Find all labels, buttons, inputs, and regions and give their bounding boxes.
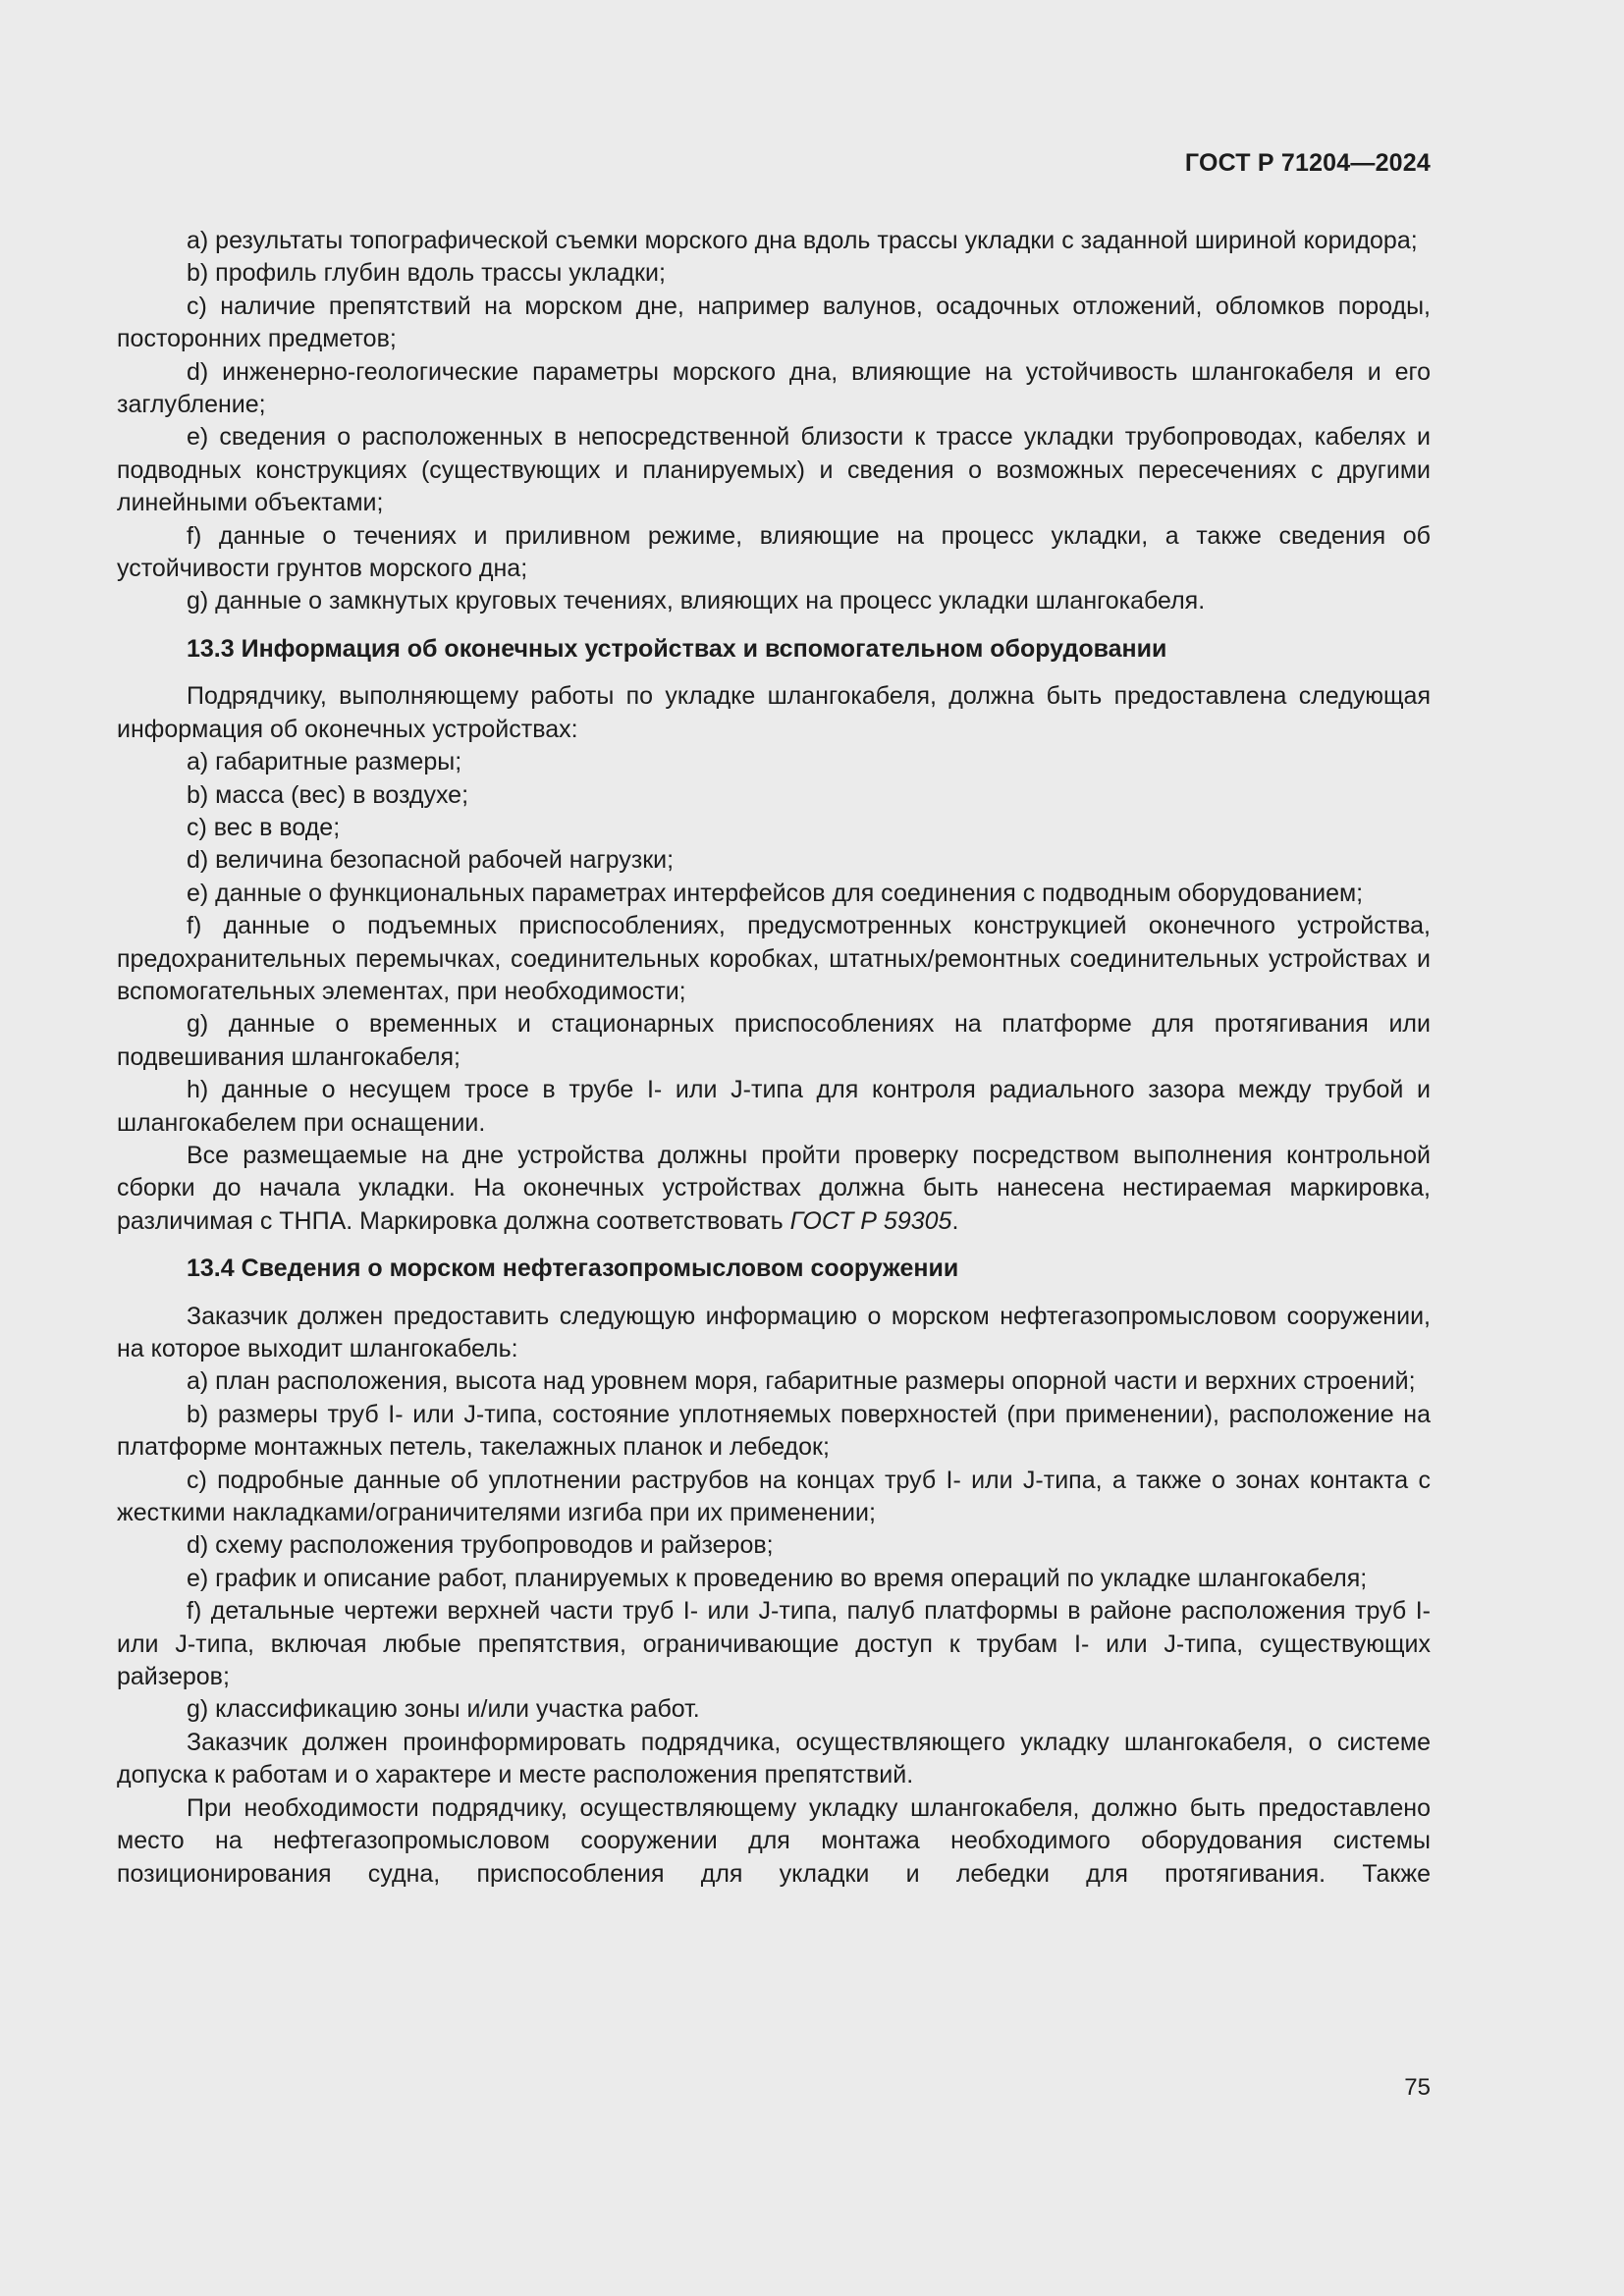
list-item: е) данные о функциональных параметрах интерфейсов для соединения с подводным оборудованием; bbox=[187, 879, 1364, 907]
list-item: d) величина безопасной рабочей нагрузки; bbox=[187, 846, 675, 875]
document-body bbox=[117, 225, 1431, 1891]
list-item: g) классификацию зоны и/или участка работ. bbox=[187, 1695, 700, 1724]
list-item: a) результаты топографической съемки морского дна вдоль трассы укладки с заданной шириной коридора; bbox=[187, 227, 1418, 254]
list-item: g) данные о временных и стационарных приспособлениях на платформе для протягивания или подвешивания шлангокабеля; bbox=[117, 1010, 1431, 1071]
section-heading: 13.3 Информация об оконечных устройствах и вспомогательном оборудовании bbox=[187, 634, 1167, 663]
paragraph: При необходимости подрядчику, осуществляющему укладку шлангокабеля, должно быть предоставлено место на нефтегазопромысловом сооружении для монтажа необходимого оборудования системы позиционирования судна, приспособления для укладки и лебедки для протягивания. Также bbox=[117, 1793, 1431, 1888]
list-item: b) масса (вес) в воздухе; bbox=[187, 780, 469, 809]
list-item: е) сведения о расположенных в непосредственной близости к трассе укладки трубопроводах, кабелях и подводных конструкциях (существующих и планируемых) и сведения о возможных пересечениях с другими линейными объектами; bbox=[117, 423, 1431, 517]
section-intro: Заказчик должен предоставить следующую информацию о морском нефтегазопромысловом сооружении, на которое выходит шлангокабель: bbox=[117, 1302, 1431, 1362]
paragraph: Заказчик должен проинформировать подрядчика, осуществляющего укладку шлангокабеля, о системе допуска к работам и о характере и месте расположения препятствий. bbox=[117, 1728, 1431, 1789]
list-item: с) наличие препятствий на морском дне, например валунов, осадочных отложений, обломков породы, посторонних предметов; bbox=[117, 292, 1431, 353]
list-item: h) данные о несущем тросе в трубе I- или J-типа для контроля радиального зазора между трубой и шлангокабелем при оснащении. bbox=[117, 1076, 1431, 1137]
paragraph-end: . bbox=[951, 1206, 959, 1235]
page-number: 75 bbox=[1404, 2074, 1431, 2101]
list-item: а) габаритные размеры; bbox=[187, 748, 462, 776]
list-item: а) план расположения, высота над уровнем моря, габаритные размеры опорной части и верхних строений; bbox=[187, 1367, 1416, 1396]
paragraph bbox=[117, 1140, 1431, 1238]
document-header: ГОСТ Р 71204—2024 bbox=[1184, 149, 1431, 177]
list-item: с) вес в воде; bbox=[187, 813, 341, 841]
section-heading: 13.4 Сведения о морском нефтегазопромысловом сооружении bbox=[187, 1255, 959, 1283]
list-item: с) подробные данные об уплотнении раструбов на концах труб I- или J-типа, а также о зонах контакта с жесткими накладками/ограничителями изгиба при их применении; bbox=[117, 1466, 1431, 1527]
list-item: f) данные о течениях и приливном режиме, влияющие на процесс укладки, а также сведения об устойчивости грунтов морского дна; bbox=[117, 521, 1431, 583]
list-item: f) детальные чертежи верхней части труб I- или J-типа, палуб платформы в районе расположения труб I- или J-типа, включая любые препятствия, ограничивающие доступ к трубам I- или J-типа, существующих райзеров; bbox=[117, 1597, 1431, 1691]
list-item: d) схему расположения трубопроводов и райзеров; bbox=[187, 1531, 774, 1560]
list-item: b) размеры труб I- или J-типа, состояние уплотняемых поверхностей (при применении), расположение на платформе монтажных петель, такелажных планок и лебедок; bbox=[117, 1400, 1431, 1462]
list-item: f) данные о подъемных приспособлениях, предусмотренных конструкцией оконечного устройства, предохранительных перемычках, соединительных коробках, штатных/ремонтных соединительных устройствах и вспомогательных элементах, при необходимости; bbox=[117, 912, 1431, 1005]
section-intro: Подрядчику, выполняющему работы по укладке шлангокабеля, должна быть предоставлена следующая информация об оконечных устройствах: bbox=[117, 682, 1431, 743]
list-item: g) данные о замкнутых круговых течениях, влияющих на процесс укладки шлангокабеля. bbox=[187, 587, 1206, 615]
list-item: е) график и описание работ, планируемых к проведению во время операций по укладке шлангокабеля; bbox=[187, 1564, 1368, 1592]
paragraph-text: Все размещаемые на дне устройства должны пройти проверку посредством выполнения контрольной сборки до начала укладки. На оконечных устройствах должна быть нанесена нестираемая маркировка, различимая с ТНПА. Маркировка должна соответствовать bbox=[117, 1141, 1431, 1235]
standard-reference: ГОСТ Р 59305 bbox=[789, 1206, 952, 1235]
list-item: b) профиль глубин вдоль трассы укладки; bbox=[187, 259, 666, 288]
list-item: d) инженерно-геологические параметры морского дна, влияющие на устойчивость шлангокабеля и его заглубление; bbox=[117, 357, 1431, 419]
